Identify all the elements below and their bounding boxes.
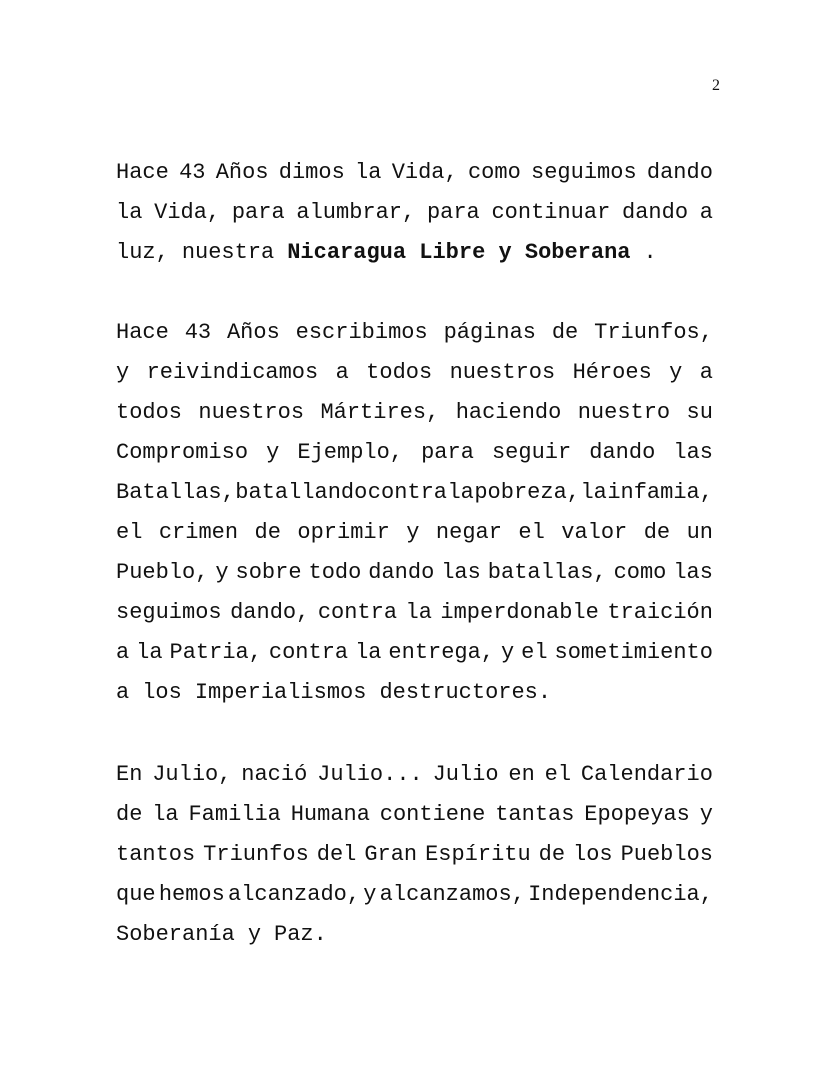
text-line [116,353,713,393]
text-word: nuestro [577,400,671,425]
text-line [116,193,713,233]
text-word: su [686,400,713,425]
text-word: 43 [179,160,206,185]
text-word: de [254,520,281,545]
text-word: y [669,360,683,385]
text-word: nuestros [198,400,305,425]
text-line [116,593,713,633]
text-word: contiene [379,802,486,827]
text-word: todos [366,360,433,385]
text-word: Hace [116,320,169,345]
text-word: destructores. [379,680,552,705]
text-word: que [116,882,156,907]
text-word: pobreza, [474,480,580,505]
text-word: a [335,360,349,385]
text-word: Héroes [572,360,652,385]
paragraph-3 [116,755,713,955]
text-word: escribimos [295,320,428,345]
text-word: todo [308,560,362,585]
text-word: Triunfos, [594,320,713,345]
paragraph-2 [116,313,713,713]
text-word: En [116,762,143,787]
text-word: y [266,440,280,465]
text-word: en [508,762,535,787]
text-line [116,153,713,193]
text-word: continuar [491,200,611,225]
text-word: el [521,640,548,665]
text-word: imperdonable [440,600,599,625]
text-word: entrega, [388,640,495,665]
text-word: Independencia, [528,882,713,907]
text-word: la [136,640,163,665]
text-word: Imperialismos [194,680,367,705]
text-word: la [116,200,143,225]
text-word: del [316,842,357,867]
text-line [116,313,713,353]
text-word: la [580,480,607,505]
text-line [116,835,713,875]
text-word: dando [646,160,713,185]
text-word: de [116,802,143,827]
text-word: para [421,440,474,465]
text-word: y [215,560,229,585]
text-word: hemos [158,882,225,907]
text-word: y [501,640,515,665]
text-word: el [518,520,545,545]
text-word: dando [589,440,656,465]
text-word: Triunfos [203,842,309,867]
text-word: dando [622,200,689,225]
bold-phrase [287,233,656,273]
text-line [116,795,713,835]
text-line [116,673,713,713]
text-word: páginas [443,320,536,345]
text-word: la [447,480,474,505]
text-word: el [544,762,572,787]
text-word: dando, [230,600,310,625]
text-word: sobre [235,560,302,585]
text-word: seguimos [531,160,637,185]
text-word: batallas, [487,560,607,585]
text-word: las [673,440,713,465]
text-word: Ejemplo, [297,440,404,465]
text-word: a [699,200,713,225]
text-word: Familia [188,802,281,827]
text-word: oprimir [297,520,390,545]
text-word: Vida, [154,200,221,225]
text-word: los [142,680,182,705]
text-word: Vida, [391,160,458,185]
text-word: contra [367,480,448,505]
text-word: la [355,160,382,185]
text-word: batallando [235,480,368,505]
text-word: nació [241,762,308,787]
text-word: 43 [184,320,212,345]
text-word: los [573,842,613,867]
text-word: Compromiso [116,440,249,465]
text-word: Humana [290,802,370,827]
text-word: Julio [432,762,499,787]
text-word: Julio, [152,762,232,787]
text-word: Pueblo, [116,560,209,585]
text-word: Paz. [274,922,327,947]
text-word: Batallas, [116,480,235,505]
text-word: Mártires, [320,400,440,425]
paragraph-1 [116,153,713,273]
text-word: y [363,882,377,907]
text-word: valor [561,520,628,545]
text-word: negar [435,520,502,545]
text-word: tantos [116,842,196,867]
text-word: Espíritu [425,842,531,867]
text-word: Años [226,320,280,345]
text-line [116,513,713,553]
text-word: Pueblos [620,842,713,867]
text-line [116,233,713,273]
text-word: a [699,360,713,385]
text-word: de [643,520,671,545]
text-word: tantas [495,802,575,827]
text-line [116,433,713,473]
text-line [116,875,713,915]
text-word: un [686,520,713,545]
text-word: la [405,600,432,625]
text-word: para [231,200,285,225]
text-word: infamia, [607,480,713,505]
text-word: y [699,802,713,827]
text-word: la [152,802,179,827]
text-word: Julio... [317,762,423,787]
bold-phrase-text: Nicaragua Libre y Soberana [287,240,631,265]
text-line [116,755,713,795]
text-line [116,633,713,673]
text-word: traición [607,600,713,625]
text-word: alumbrar, [296,200,416,225]
text-word: dando [368,560,435,585]
text-word: a [116,640,130,665]
text-word: de [551,320,579,345]
text-word: alcanzamos, [379,882,525,907]
text-word: reivindicamos [146,360,319,385]
text-word: haciendo [455,400,562,425]
sentence-period: . [643,240,657,265]
text-word: de [538,842,566,867]
text-word: Epopeyas [584,802,690,827]
text-word: seguir [491,440,572,465]
text-word: todos [116,400,183,425]
text-word: alcanzado, [228,882,361,907]
text-word: las [441,560,481,585]
text-word: seguimos [116,600,222,625]
text-line [116,473,713,513]
text-word: el [116,520,143,545]
text-word: como [613,560,667,585]
text-word: como [467,160,521,185]
text-word: Calendario [580,762,713,787]
text-word: contra [268,640,349,665]
text-line [116,553,713,593]
text-word: contra [317,600,398,625]
text-word: nuestra [181,240,275,265]
text-word: Patria, [169,640,262,665]
text-line [116,915,713,955]
text-line [116,393,713,433]
text-word: Hace [116,160,169,185]
text-word: para [426,200,480,225]
text-word: la [355,640,382,665]
text-word: Años [215,160,269,185]
text-word: y [116,360,130,385]
text-word: dimos [278,160,345,185]
text-word: y [247,922,262,947]
text-word: Soberanía [116,922,235,947]
text-word: a [116,680,130,705]
text-word: crimen [158,520,239,545]
text-word: y [406,520,420,545]
text-word: luz, [116,240,169,265]
text-word: nuestros [449,360,556,385]
text-word: Gran [364,842,418,867]
page-number: 2 [712,77,720,94]
text-word: las [673,560,713,585]
text-word: sometimiento [554,640,713,665]
